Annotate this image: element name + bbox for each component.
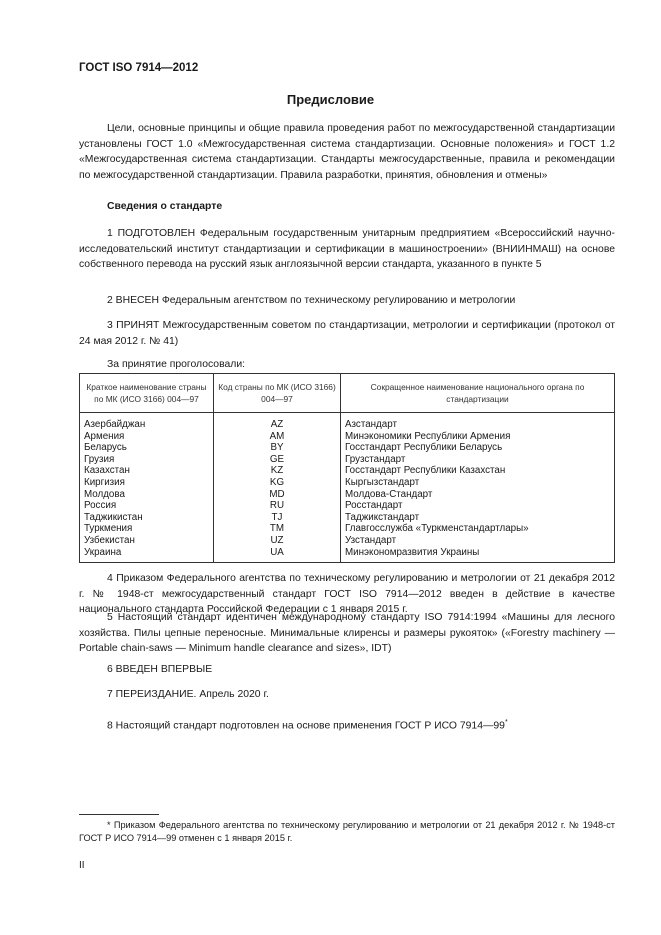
- cell-country: Беларусь: [80, 442, 214, 454]
- table-row: [80, 454, 615, 466]
- table-row: [80, 442, 615, 454]
- cell-code: RU: [214, 500, 341, 512]
- cell-body: Узстандарт: [341, 535, 615, 547]
- voting-table: [79, 373, 615, 563]
- cell-code: MD: [214, 489, 341, 501]
- cell-code: TM: [214, 523, 341, 535]
- table-row: [80, 547, 615, 563]
- item-3-text: 3 ПРИНЯТ Межгосударственным советом по стандартизации, метрологии и сертификации (протокол от 24 мая 2012 г. № 41): [79, 320, 615, 347]
- footnote-marker: *: [504, 719, 508, 726]
- cell-country: Киргизия: [80, 477, 214, 489]
- page-number: II: [79, 860, 85, 871]
- item-6-text: 6 ВВЕДЕН ВПЕРВЫЕ: [107, 664, 213, 675]
- cell-body: Минэкономики Республики Армения: [341, 431, 615, 443]
- cell-country: Казахстан: [80, 465, 214, 477]
- table-row: [80, 489, 615, 501]
- footnote-text: * Приказом Федерального агентства по техническому регулированию и метрологии от 21 декабря 2012 г. № 1948-ст ГОСТ Р ИСО 7914—99 отменен с 1 января 2015 г.: [79, 820, 615, 843]
- cell-country: Туркмения: [80, 523, 214, 535]
- item-4-text: 4 Приказом Федерального агентства по техническому регулированию и метрологии от 21 декабря 2012 г. № 1948-ст межгосударственный стандарт ГОСТ ISO 7914—2012 введен в действие в качестве национального стандарта Российской Федерации с 1 января 2015 г.: [79, 573, 615, 615]
- cell-country: Украина: [80, 547, 214, 563]
- cell-body: Росстандарт: [341, 500, 615, 512]
- footnote: [79, 819, 615, 845]
- cell-code: KG: [214, 477, 341, 489]
- cell-code: UA: [214, 547, 341, 563]
- item-2-text: 2 ВНЕСЕН Федеральным агентством по техническому регулированию и метрологии: [107, 295, 516, 306]
- cell-country: Узбекистан: [80, 535, 214, 547]
- header-country: Краткое наименование страны по МК (ИСО 3166) 004—97: [80, 374, 214, 413]
- cell-body: Главгосслужба «Туркменстандартлары»: [341, 523, 615, 535]
- table-row: [80, 523, 615, 535]
- cell-code: BY: [214, 442, 341, 454]
- cell-country: Молдова: [80, 489, 214, 501]
- cell-body: Госстандарт Республики Казахстан: [341, 465, 615, 477]
- cell-code: KZ: [214, 465, 341, 477]
- item-5: [79, 610, 615, 657]
- item-1-text: 1 ПОДГОТОВЛЕН Федеральным государственным унитарным предприятием «Всероссийский научно-исследовательский институт стандартизации и сертификации в машиностроении» (ВНИИНМАШ) на основе собственного перевода на русский язык англоязычной версии стандарта, указанного в пункте 5: [79, 228, 615, 270]
- cell-body: Молдова-Стандарт: [341, 489, 615, 501]
- intro-text: Цели, основные принципы и общие правила проведения работ по межгосударственной стандартизации установлены ГОСТ 1.0 «Межгосударственная система стандартизации. Основные положения» и ГОСТ 1.2 «Межгосударственная система стандартизации. Стандарты межгосударственные, правила и рекомендации по межгосударственной стандартизации. Правила разработки, принятия, обновления и отмены»: [79, 123, 615, 181]
- cell-body: Кыргызстандарт: [341, 477, 615, 489]
- item-8-text: 8 Настоящий стандарт подготовлен на основе применения ГОСТ Р ИСО 7914—99: [107, 720, 505, 732]
- footnote-divider: [79, 814, 159, 815]
- cell-country: Армения: [80, 431, 214, 443]
- cell-body: Грузстандарт: [341, 454, 615, 466]
- table-row: [80, 535, 615, 547]
- cell-code: GE: [214, 454, 341, 466]
- table-row: [80, 465, 615, 477]
- vote-label: [79, 357, 615, 373]
- table-row: [80, 413, 615, 431]
- intro-paragraph: [79, 121, 615, 183]
- table-row: [80, 431, 615, 443]
- header-code: Код страны по МК (ИСО 3166) 004—97: [214, 374, 341, 413]
- vote-label-text: За принятие проголосовали:: [107, 359, 246, 370]
- section-heading-text: Сведения о стандарте: [107, 201, 223, 212]
- cell-body: Госстандарт Республики Беларусь: [341, 442, 615, 454]
- cell-country: Грузия: [80, 454, 214, 466]
- cell-code: UZ: [214, 535, 341, 547]
- cell-body: Минэкономразвития Украины: [341, 547, 615, 563]
- cell-code: AZ: [214, 413, 341, 431]
- cell-country: Азербайджан: [80, 413, 214, 431]
- cell-country: Таджикистан: [80, 512, 214, 524]
- table-header-row: [80, 374, 615, 413]
- page-title: Предисловие: [286, 92, 375, 107]
- table-row: [80, 500, 615, 512]
- item-7: [79, 687, 615, 703]
- header-body: Сокращенное наименование национального органа по стандартизации: [341, 374, 615, 413]
- section-heading: [79, 199, 615, 215]
- document-header: ГОСТ ISO 7914—2012: [79, 62, 199, 74]
- item-8: [79, 715, 615, 734]
- cell-body: Азстандарт: [341, 413, 615, 431]
- table-row: [80, 512, 615, 524]
- table-row: [80, 477, 615, 489]
- item-3: [79, 318, 615, 349]
- item-6: [79, 662, 615, 678]
- item-2: [79, 293, 615, 309]
- cell-code: TJ: [214, 512, 341, 524]
- item-7-text: 7 ПЕРЕИЗДАНИЕ. Апрель 2020 г.: [107, 689, 269, 700]
- cell-country: Россия: [80, 500, 214, 512]
- cell-code: AM: [214, 431, 341, 443]
- item-1: [79, 226, 615, 273]
- cell-body: Таджикстандарт: [341, 512, 615, 524]
- item-5-text: 5 Настоящий стандарт идентичен международному стандарту ISO 7914:1994 «Машины для лесного хозяйства. Пилы цепные переносные. Минимальные клиренсы и размеры рукояток» («Forestry machinery — Portable chain-saws — Minimum handle clearance and sizes», IDT): [79, 612, 615, 654]
